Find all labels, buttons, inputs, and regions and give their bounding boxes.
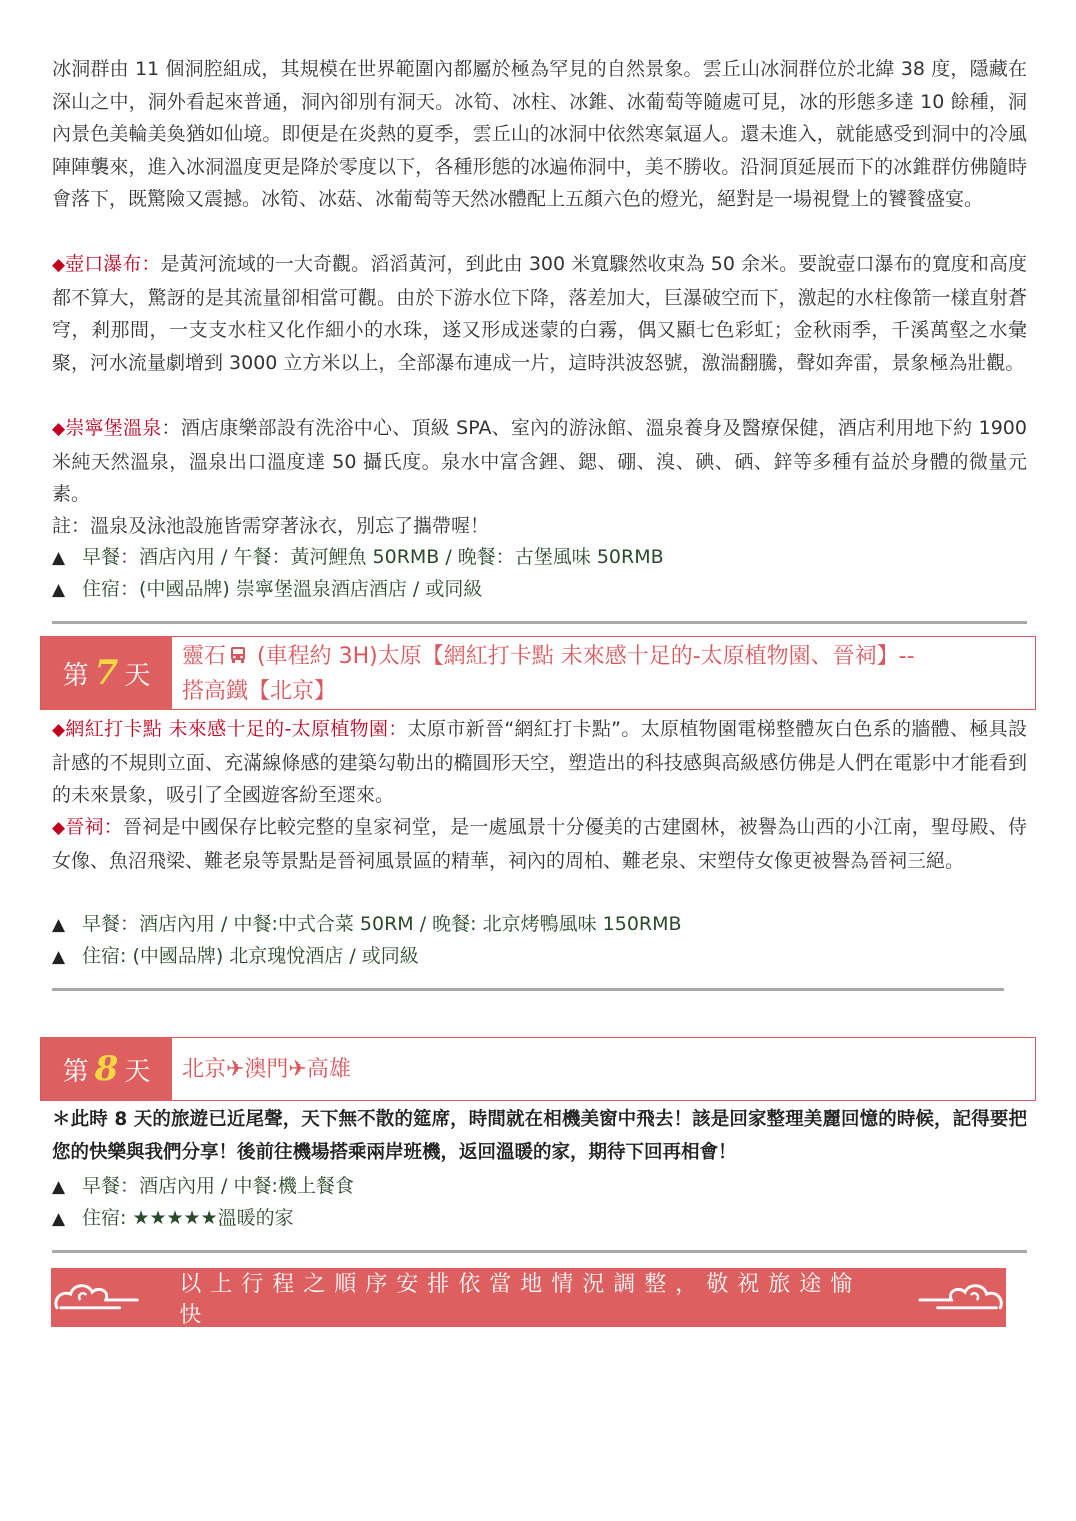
day6-meals — [52, 541, 664, 574]
bus-icon — [228, 645, 248, 665]
title-separator: ： — [388, 718, 408, 740]
triangle-bullet-icon: ▲ — [52, 548, 66, 568]
day7-header — [40, 636, 1036, 710]
triangle-bullet-icon: ▲ — [52, 1177, 66, 1197]
triangle-bullet-icon: ▲ — [52, 915, 66, 935]
jinci-paragraph — [52, 811, 1027, 877]
day6-meals-text: 早餐：酒店內用 / 午餐：黃河鯉魚 50RMB / 晚餐：古堡風味 50RMB — [82, 546, 664, 568]
day8-hotel-text: 住宿: ★★★★★溫暖的家 — [82, 1207, 294, 1229]
day-number: 8 — [94, 1049, 119, 1089]
day7-title — [182, 639, 1027, 709]
day7-hotel-text: 住宿: (中國品牌) 北京瑰悅酒店 / 或同級 — [82, 945, 419, 967]
chongning-hot-spring-title: 崇寧堡溫泉 — [65, 417, 162, 439]
day7-hotel — [52, 940, 419, 973]
title-separator: ： — [161, 417, 181, 439]
chongning-hot-spring-text: 酒店康樂部設有洗浴中心、頂級 SPA、室內的游泳館、溫泉養身及醫療保健，酒店利用地下約 1900 米純天然溫泉，溫泉出口溫度達 50 攝氏度。泉水中富含鋰、鍶、硼、溴、碘、硒、鋅等多種有益於身體的微量元素。 — [52, 417, 1027, 506]
diamond-bullet-icon: ◆ — [52, 419, 66, 439]
jinci-title: 晉祠 — [65, 816, 104, 838]
title-separator: ： — [103, 816, 124, 838]
day7-title-route: (車程約 3H)太原【網紅打卡點 未來感十足的-太原植物園、晉祠】-- — [250, 644, 915, 669]
day7-badge — [41, 636, 172, 710]
day7-title-end: 搭高鐵【北京】 — [182, 679, 337, 704]
day7-title-start: 靈石 — [182, 644, 227, 669]
day-prefix: 第 — [62, 660, 89, 691]
day7-meals — [52, 908, 682, 941]
section-divider — [52, 1250, 1027, 1253]
hukou-waterfall-text: 是黃河流域的一大奇觀。滔滔黃河，到此由 300 米寬驟然收束為 50 余米。要說壺口瀑布的寬度和高度都不算大，驚訝的是其流量卻相當可觀。由於下游水位下降，落差加大，巨瀑破空而下，激起的水柱像箭一樣直射蒼穹，剎那間，一支支水柱又化作細小的水珠，遂又形成迷蒙的白霧，偶又顯七色彩虹；金秋雨季，千溪萬壑之水彙聚，河水流量劇增到 3000 立方米以上，全部瀑布連成一片，這時洪波怒號，激湍翻騰，聲如奔雷，景象極為壯觀。 — [52, 253, 1027, 374]
botanical-garden-title: 網紅打卡點 未來感十足的-太原植物園 — [65, 718, 389, 740]
hukou-waterfall-paragraph — [52, 248, 1027, 379]
day6-hotel-text: 住宿：(中國品牌) 崇寧堡溫泉酒店酒店 / 或同級 — [82, 578, 483, 600]
jinci-text: 晉祠是中國保存比較完整的皇家祠堂，是一處風景十分優美的古建園林，被譽為山西的小江南，聖母殿、侍女像、魚沼飛梁、難老泉等景點是晉祠風景區的精華，祠內的周柏、難老泉、宋塑侍女像更被譽為晉祠三絕。 — [52, 816, 1027, 872]
cloud-ornament-right-icon — [918, 1278, 1006, 1318]
day6-hotel — [52, 573, 482, 606]
section-divider — [52, 621, 1027, 624]
section-divider — [52, 988, 1004, 991]
botanical-garden-text: 太原市新晉“網紅打卡點”。太原植物園電梯整體灰白色系的牆體、極具設計感的不規則立面、充滿線條感的建築勾勒出的橢圓形天空，塑造出的科技感與高級感仿佛是人們在電影中才能看到的未來景象，吸引了全國遊客紛至遝來。 — [52, 718, 1027, 807]
day8-meals — [52, 1170, 354, 1203]
triangle-bullet-icon: ▲ — [52, 1209, 66, 1229]
day8-header — [40, 1037, 1036, 1101]
day8-title: 北京✈澳門✈高雄 — [182, 1057, 351, 1082]
chongning-hot-spring-paragraph — [52, 412, 1027, 511]
day8-meals-text: 早餐：酒店內用 / 中餐:機上餐食 — [82, 1175, 354, 1197]
title-separator: ： — [141, 253, 161, 275]
ice-cave-description: 冰洞群由 11 個洞腔組成，其規模在世界範圍內都屬於極為罕見的自然景象。雲丘山冰洞群位於北緯 38 度，隱藏在深山之中，洞外看起來普通，洞內卻別有洞天。冰筍、冰柱、冰錐、冰葡萄等隨處可見，冰的形態多達 10 餘種，洞內景色美輪美奐猶如仙境。即便是在炎熱的夏季，雲丘山的冰洞中依然寒氣逼人。還未進入，就能感受到洞中的冷風陣陣襲來，進入冰洞溫度更是降於零度以下，各種形態的冰遍佈洞中，美不勝收。沿洞頂延展而下的冰錐群仿佛隨時會落下，既驚險又震撼。冰筍、冰菇、冰葡萄等天然冰體配上五顏六色的燈光，絕對是一場視覺上的饕餮盛宴。 — [52, 58, 1027, 211]
triangle-bullet-icon: ▲ — [52, 580, 66, 600]
cloud-ornament-left-icon — [51, 1278, 139, 1318]
day7-meals-text: 早餐：酒店內用 / 中餐:中式合菜 50RM / 晚餐: 北京烤鴨風味 150RMB — [82, 913, 682, 935]
day-suffix: 天 — [124, 660, 151, 691]
triangle-bullet-icon: ▲ — [52, 947, 66, 967]
diamond-bullet-icon: ◆ — [52, 255, 66, 275]
day8-hotel — [52, 1202, 294, 1235]
closing-banner — [51, 1268, 1006, 1327]
botanical-garden-paragraph — [52, 713, 1027, 812]
day-suffix: 天 — [124, 1056, 151, 1087]
banner-text: 以上行程之順序安排依當地情況調整，敬祝旅途愉快 — [179, 1271, 862, 1328]
closing-message: ＊此時 8 天的旅遊已近尾聲，天下無不散的筵席，時間就在相機美窗中飛去！該是回家整理美麗回憶的時候，記得要把您的快樂與我們分享！後前往機場搭乘兩岸班機，返回溫暖的家，期待下回再相會！ — [52, 1109, 1027, 1163]
swimwear-note: 註：溫泉及泳池設施皆需穿著泳衣，別忘了攜帶喔！ — [52, 515, 490, 537]
diamond-bullet-icon: ◆ — [52, 818, 66, 838]
day8-badge — [41, 1037, 172, 1101]
day-prefix: 第 — [62, 1056, 89, 1087]
day-number: 7 — [94, 653, 119, 693]
hukou-waterfall-title: 壺口瀑布 — [65, 253, 142, 275]
diamond-bullet-icon: ◆ — [52, 720, 66, 740]
